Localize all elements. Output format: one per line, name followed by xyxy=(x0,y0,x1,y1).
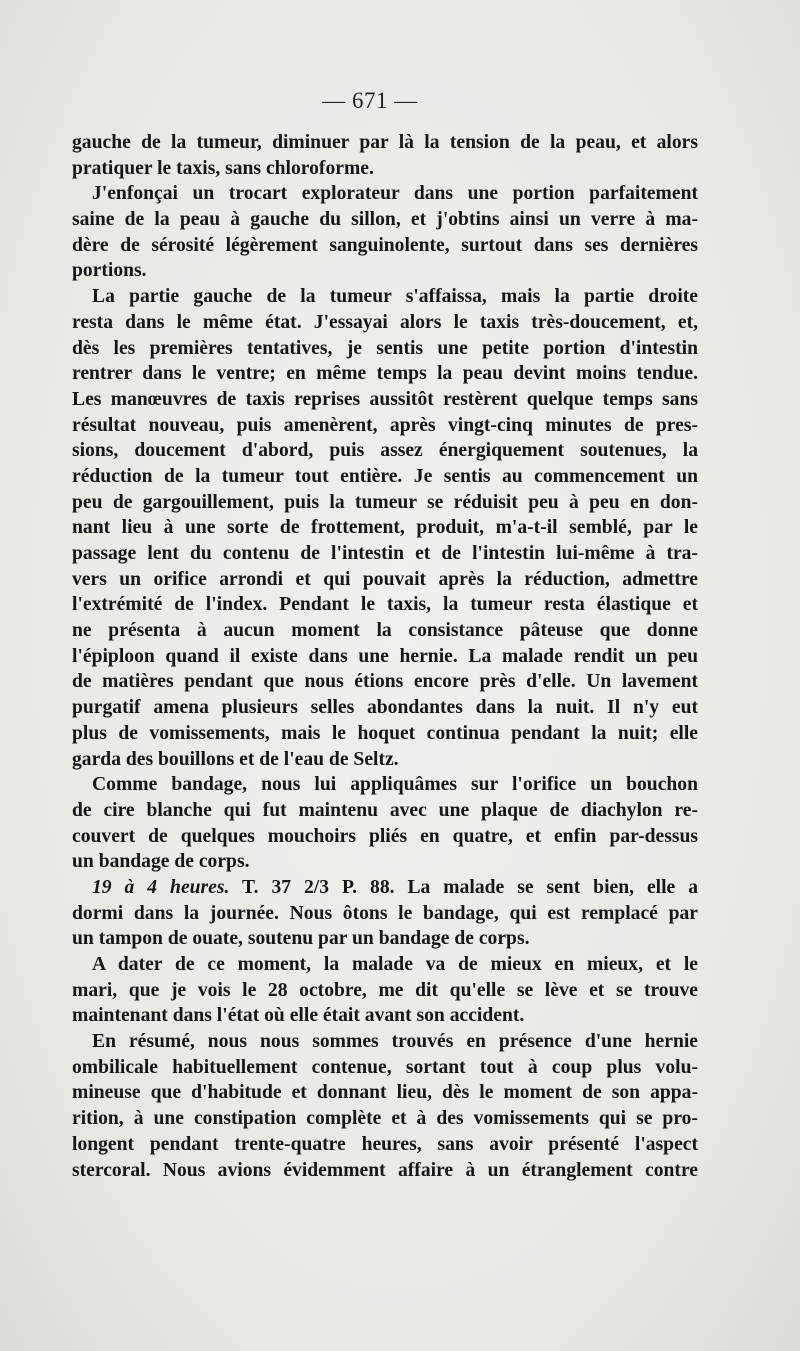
date-entry-label: 19 à 4 heures. xyxy=(92,876,230,898)
page-number: — 671 — xyxy=(322,88,418,113)
paragraph-start-line: J'enfonçai un trocart explorateur dans une portion parfaitement xyxy=(92,183,698,205)
text-line: passage lent du contenu de l'intestin et de l'intestin lui-même à tra- xyxy=(72,543,698,564)
date-entry-text: T. 37 2/3 P. 88. La malade se sent bien, elle a xyxy=(242,876,698,898)
text-line: l'épiploon quand il existe dans une hernie. La malade rendit un peu xyxy=(72,645,698,667)
text-line: un tampon de ouate, soutenu par un bandage de corps. xyxy=(72,928,530,950)
text-line: plus de vomissements, mais le hoquet continua pendant la nuit; elle xyxy=(72,722,698,744)
text-line: peu de gargouillement, puis la tumeur se réduisit peu à peu en don- xyxy=(72,491,698,513)
text-line: l'extrémité de l'index. Pendant le taxis, la tumeur resta élastique et xyxy=(72,594,698,616)
body-text xyxy=(72,130,698,1183)
paragraph-start-line: La partie gauche de la tumeur s'affaissa, mais la partie droite xyxy=(92,286,698,308)
text-line: stercoral. Nous avions évidemment affaire à un étranglement contre xyxy=(72,1159,698,1181)
text-line: dormi dans la journée. Nous ôtons le bandage, qui est remplacé par xyxy=(72,902,698,924)
text-line: rition, à une constipation complète et à des vomissements qui se pro- xyxy=(72,1108,698,1130)
text-line: resta dans le même état. J'essayai alors le taxis très-doucement, et, xyxy=(72,311,698,333)
text-line: portions. xyxy=(72,260,147,282)
text-line: de matières pendant que nous étions encore près d'elle. Un lavement xyxy=(72,671,698,693)
text-line: dès les premières tentatives, je sentis une petite portion d'intestin xyxy=(72,337,698,359)
text-line: garda des bouillons et de l'eau de Seltz. xyxy=(72,748,399,770)
text-line: sions, doucement d'abord, puis assez énergiquement soutenues, la xyxy=(72,440,698,462)
text-line: ne présenta à aucun moment la consistance pâteuse que donne xyxy=(72,620,698,642)
text-line: nant lieu à une sorte de frottement, produit, m'a-t-il semblé, par le xyxy=(72,517,698,539)
text-line: couvert de quelques mouchoirs pliés en quatre, et enfin par-dessus xyxy=(72,825,698,847)
text-line: rentrer dans le ventre; en même temps la peau devint moins tendue. xyxy=(72,363,698,385)
text-line: ombilicale habituellement contenue, sortant tout à coup plus volu- xyxy=(72,1056,698,1078)
text-line: pratiquer le taxis, sans chloroforme. xyxy=(72,157,374,179)
text-line: longent pendant trente-quatre heures, sans avoir présenté l'aspect xyxy=(72,1133,698,1155)
text-line: vers un orifice arrondi et qui pouvait après la réduction, admettre xyxy=(72,568,698,590)
text-line: mari, que je vois le 28 octobre, me dit qu'elle se lève et se trouve xyxy=(72,979,698,1001)
paragraph-start-line: A dater de ce moment, la malade va de mieux en mieux, et le xyxy=(92,954,698,975)
text-line: saine de la peau à gauche du sillon, et j'obtins ainsi un verre à ma- xyxy=(72,209,698,231)
text-line: Les manœuvres de taxis reprises aussitôt restèrent quelque temps sans xyxy=(72,388,698,410)
text-line: de cire blanche qui fut maintenu avec une plaque de diachylon re- xyxy=(72,799,698,821)
text-line: un bandage de corps. xyxy=(72,851,250,873)
date-entry-line xyxy=(72,875,698,901)
text-line: dère de sérosité légèrement sanguinolente, surtout dans ses dernières xyxy=(72,234,698,256)
paragraph-start-line: En résumé, nous nous sommes trouvés en présence d'une hernie xyxy=(92,1031,698,1053)
text-line: purgatif amena plusieurs selles abondantes dans la nuit. Il n'y eut xyxy=(72,697,698,719)
text-line: gauche de la tumeur, diminuer par là la tension de la peau, et alors xyxy=(72,132,698,153)
text-line: réduction de la tumeur tout entière. Je sentis au commencement un xyxy=(72,465,698,487)
paragraph-start-line: Comme bandage, nous lui appliquâmes sur l'orifice un bouchon xyxy=(92,774,698,796)
text-line: maintenant dans l'état où elle était avant son accident. xyxy=(72,1005,525,1027)
text-line: résultat nouveau, puis amenèrent, après vingt-cinq minutes de pres- xyxy=(72,414,698,436)
text-line: mineuse que d'habitude et donnant lieu, dès le moment de son appa- xyxy=(72,1082,698,1104)
